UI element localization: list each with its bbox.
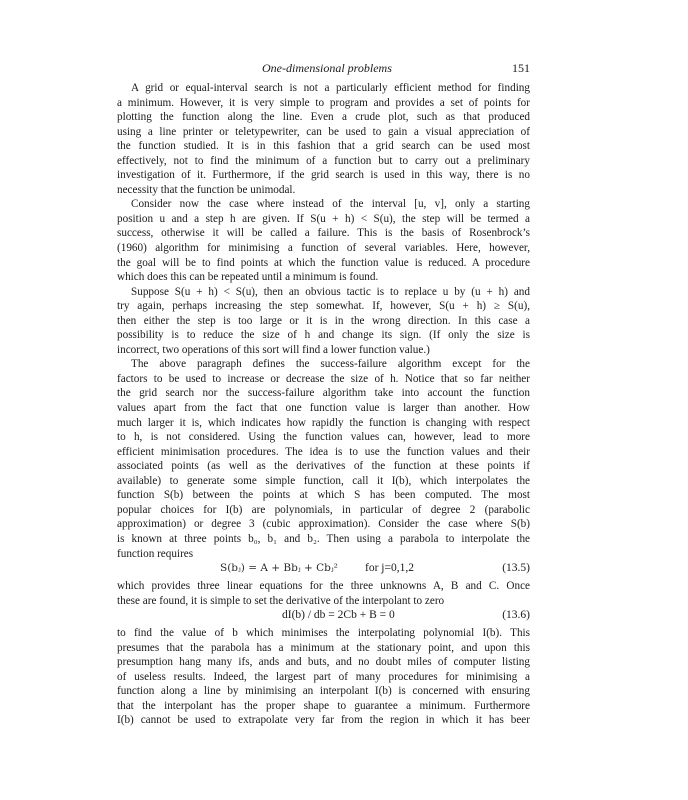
text-line: a minimum. However, it is very simple to program and provides a set of points for — [117, 96, 530, 109]
page-number: 151 — [512, 61, 530, 75]
paragraph-linear-equations — [117, 579, 530, 608]
text-line: presumes that the parabola has a minimum at the stationary point, and upon this — [117, 641, 530, 654]
text-line: (1960) algorithm for minimising a function of several variables. Here, however, — [117, 242, 530, 255]
text-line: the goal will be to find points at which the function value is reduced. A procedure — [117, 256, 530, 269]
equation-condition: for j=0,1,2 — [365, 562, 414, 575]
text-body — [117, 81, 530, 728]
text-line: these are found, it is simple to set the derivative of the interpolant to zero — [117, 594, 445, 607]
text-line: popular choices for I(b) are polynomials, in particular of degree 2 (parabolic — [117, 503, 530, 516]
text-line: is known at three points b₀, b₁ and b₂. Then using a parabola to interpolate the — [117, 532, 530, 545]
text-line: then either the step is too large or it is in the wrong direction. In this case a — [117, 314, 530, 327]
equation-expression: S(bⱼ) = A + Bbⱼ + Cbⱼ² — [220, 562, 338, 575]
text-line: Suppose S(u + h) < S(u), then an obvious tactic is to replace u by (u + h) and — [131, 285, 530, 298]
text-line: efficient minimisation procedures. The idea is to use the function values and their — [117, 445, 530, 458]
text-line: much larger it is, which indicates how rapidly the function is changing with respect — [117, 416, 530, 429]
text-line: A grid or equal-interval search is not a particularly efficient method for finding — [131, 82, 530, 94]
text-line: The above paragraph defines the success-failure algorithm except for the — [131, 358, 530, 371]
text-line: function along a line by minimising an interpolant I(b) is concerned with ensuring — [117, 685, 530, 698]
text-line: to find the value of b which minimises the interpolating polynomial I(b). This — [117, 627, 530, 640]
text-line: associated points (as well as the derivatives of the function at these points if — [117, 460, 530, 473]
text-line: plotting the function along the line. Even a crude plot, such as that produced — [117, 111, 530, 124]
paragraph-grid-search — [117, 81, 530, 197]
paragraph-parabola-minimum — [117, 626, 530, 728]
text-line: effectively, not to find the minimum of a function but to carry out a preliminary — [117, 154, 530, 167]
text-line: the function studied. It is in this fashion that a grid search can be used most — [117, 140, 530, 153]
text-line: which provides three linear equations for the three unknowns A, B and C. Once — [117, 580, 530, 593]
text-line: which does this can be repeated until a minimum is found. — [117, 271, 379, 284]
text-line: try again, perhaps increasing the step somewhat. If, however, S(u + h) ≥ S(u), — [117, 300, 530, 313]
text-line: function requires — [117, 547, 194, 560]
text-line: presumption hang many ifs, ands and buts, and no doubt miles of computer listing — [117, 656, 530, 669]
equation-13-5 — [117, 561, 530, 579]
paragraph-success-failure — [117, 197, 530, 284]
text-line: available) to generate some simple function, call it I(b), which interpolates the — [117, 474, 530, 487]
text-line: success, otherwise it will be called a failure. This is the basis of Rosenbrock’s — [117, 227, 530, 240]
equation-number: (13.6) — [502, 609, 530, 622]
text-line: Consider now the case where instead of the interval [u, v], only a starting — [131, 198, 530, 211]
text-line: approximation) or degree 3 (cubic approximation). Consider the case where S(b) — [117, 518, 530, 531]
text-line: function S(b) between the points at which S has been computed. The most — [117, 489, 530, 502]
page-header — [0, 61, 688, 79]
text-line: possibility is to reduce the size of h and change its sign. (If only the size is — [117, 329, 530, 342]
equation-number: (13.5) — [502, 562, 530, 575]
equation-13-6 — [117, 608, 530, 626]
text-line: values apart from the fact that one function value is larger than another. How — [117, 402, 530, 415]
text-line: I(b) cannot be used to extrapolate very far from the region in which it has beer — [117, 714, 530, 727]
text-line: position u and a step h are given. If S(u + h) < S(u), the step will be termed a — [117, 212, 530, 225]
equation-expression: dI(b) / db = 2Cb + B = 0 — [282, 609, 395, 622]
running-title: One-dimensional problems — [262, 61, 392, 75]
text-line: of useless results. Indeed, the largest part of many procedures for minimising a — [117, 670, 530, 683]
text-line: that the interpolant has the proper shape to guarantee a minimum. Furthermore — [117, 699, 530, 712]
text-line: to h, is not considered. Using the function values can, however, lead to more — [117, 431, 530, 444]
paragraph-tactic — [117, 285, 530, 358]
text-line: factors to be used to increase or decrease the size of h. Notice that so far neither — [117, 372, 530, 385]
paragraph-interpolation — [117, 357, 530, 561]
text-line: using a line printer or teletypewriter, can be used to gain a visual appreciation of — [117, 125, 530, 138]
text-line: the grid search nor the success-failure algorithm take into account the function — [117, 387, 530, 400]
text-line: investigation of it. Furthermore, if the grid search is used in this way, there is no — [117, 169, 530, 182]
text-line: necessity that the function be unimodal. — [117, 183, 296, 196]
text-line: incorrect, two operations of this sort will find a lower function value.) — [117, 343, 430, 356]
